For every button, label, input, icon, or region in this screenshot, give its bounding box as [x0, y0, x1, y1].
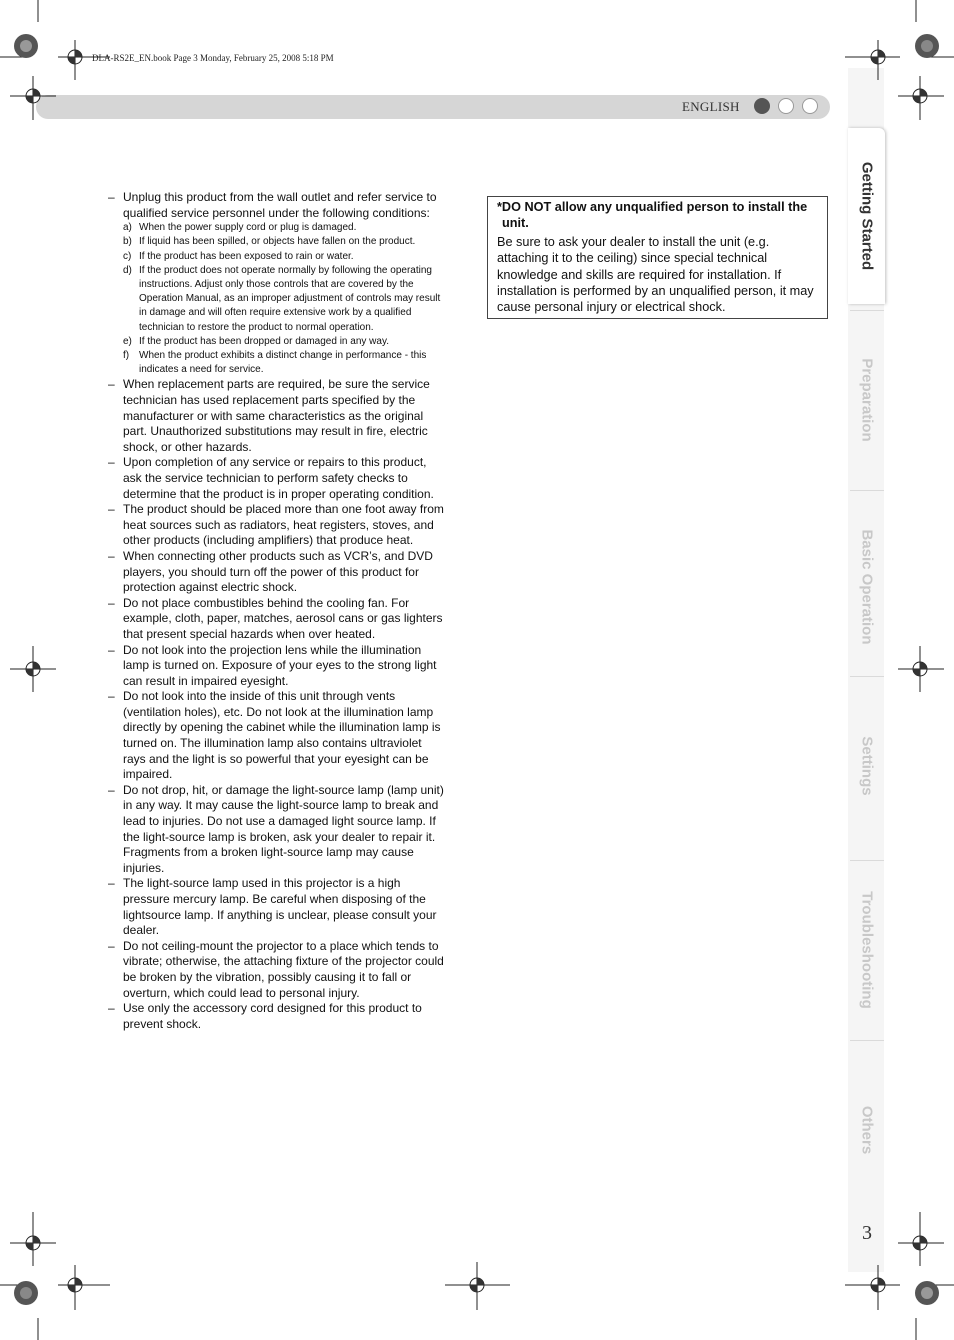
list-item: – The light-source lamp used in this projector is a high pressure mercury lamp. Be careful when disposing of the lightsource lamp. If anything is unclear, please consult your dealer.	[108, 876, 437, 938]
bullet-dash: –	[108, 938, 115, 953]
tab-getting-started[interactable]: Getting Started	[848, 128, 885, 304]
list-item: – Do not ceiling-mount the projector to a place which tends to vibrate; otherwise, the attaching fixture of the projector could be broken by the vibration, possibly causing it to fall or overturn, which could lead to personal injury.	[108, 938, 444, 1000]
tab-basic-operation[interactable]: Basic Operation	[858, 529, 875, 645]
language-label: ENGLISH	[682, 99, 740, 114]
list-item: – When connecting other products such as VCR’s, and DVD players, you should turn off the power of this product for protection against electric shock.	[108, 548, 433, 595]
tab-others[interactable]: Others	[858, 1105, 875, 1155]
list-item: – Do not place combustibles behind the cooling fan. For example, cloth, paper, matches, aerosol cans or gas lighters that present special hazards when over heated.	[108, 595, 443, 641]
condition-item: c) If the product has been exposed to rain or water.	[123, 250, 354, 262]
condition-item: b) If liquid has been spilled, or objects have fallen on the product.	[123, 236, 416, 248]
condition-item: f) When the product exhibits a distinct change in performance - this indicates a need for service.	[123, 350, 427, 376]
bullet-dash: –	[108, 1001, 115, 1016]
bullet-dash: –	[108, 689, 115, 704]
bullet-dash: –	[108, 548, 115, 563]
list-item: – When replacement parts are required, be sure the service technician has used replacement parts specified by the manufacturer or with same characteristics as the original part. Unauthorized substitutions may result in fire, electric shock, or other hazards.	[108, 377, 430, 454]
bullet-dash: –	[108, 782, 115, 797]
bullet-dash: –	[108, 595, 115, 610]
condition-item: e) If the product has been dropped or damaged in any way.	[123, 335, 389, 347]
tab-troubleshooting[interactable]: Troubleshooting	[858, 891, 875, 1009]
list-item: – Do not drop, hit, or damage the light-source lamp (lamp unit) in any way. It may cause the light-source lamp to break and lead to injuries. Do not use a damaged light source lamp. If the light-source lamp is broken, ask your dealer to repair it. Fragments from a broken light-source lamp may cause injuries.	[108, 782, 444, 875]
condition-item: a) When the power supply cord or plug is damaged.	[123, 222, 357, 234]
list-item: – Upon completion of any service or repairs to this product, ask the service technician to perform safety checks to determine that the product is in proper operating condition.	[108, 455, 434, 501]
tab-settings[interactable]: Settings	[858, 736, 875, 796]
notice-body: Be sure to ask your dealer to install the unit (e.g. attaching it to the ceiling) since special technical knowledge and skills are required for installation. If installation is performed by an unqualified person, it may cause personal injury or electrical shock.	[497, 235, 814, 315]
bullet-dash: –	[108, 377, 115, 392]
bullet-dash: –	[108, 502, 115, 517]
list-item: – Do not look into the projection lens while the illumination lamp is turned on. Exposure of your eyes to the strong light can result in impaired eyesight.	[108, 642, 437, 688]
bullet-dash: –	[108, 190, 115, 204]
list-item: – Do not look into the inside of this unit through vents (ventilation holes), etc. Do not look at the illumination lamp directly by opening the cabinet while the illumination lamp is turned on. The illumination lamp also contains ultraviolet rays and the light is so powerful that your eyesight can be impaired.	[108, 689, 441, 782]
bullet-dash: –	[108, 876, 115, 891]
bullet-dash: –	[108, 642, 115, 657]
bullet-dash: –	[108, 455, 115, 470]
book-info-line: DLA-RS2E_EN.book Page 3 Monday, February 25, 2008 5:18 PM	[92, 53, 334, 63]
list-item: – The product should be placed more than one foot away from heat sources such as radiators, heat registers, stoves, and other products (including amplifiers) that produce heat.	[108, 502, 444, 548]
notice-heading: *DO NOT allow any unqualified person to install the unit.	[497, 200, 808, 230]
condition-item: d) If the product does not operate normally by following the operating instructions. Adjust only those controls that are covered by the Operation Manual, as an improper adjustment of controls may result in damage and will often require extensive work by a qualified technician to restore the product to normal operation.	[123, 264, 441, 333]
tab-preparation[interactable]: Preparation	[858, 358, 875, 442]
page-number: 3	[862, 1222, 872, 1244]
list-item: – Use only the accessory cord designed for this product to prevent shock.	[108, 1001, 422, 1031]
list-item: – Unplug this product from the wall outlet and refer service to qualified service personnel under the following conditions:	[108, 190, 437, 220]
